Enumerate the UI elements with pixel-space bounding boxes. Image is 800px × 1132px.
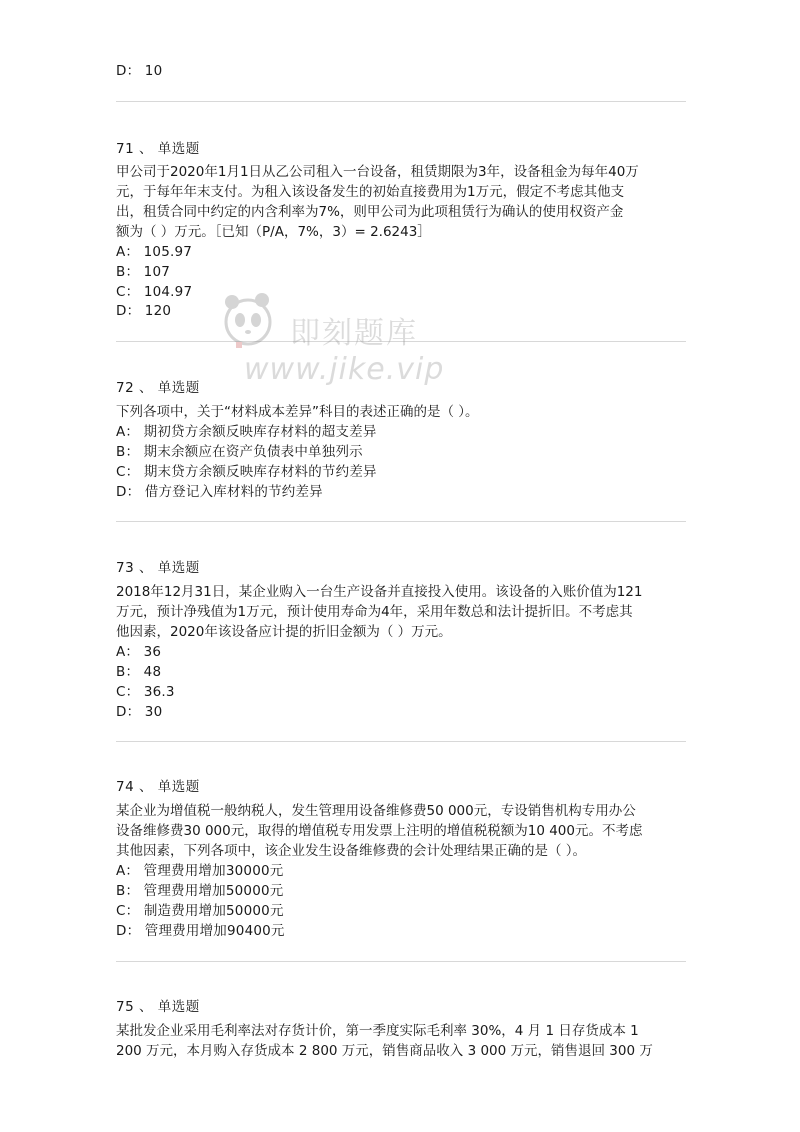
q72-option-c: C： 期末贷方余额反映库存材料的节约差异	[116, 464, 377, 480]
panda-logo-icon	[218, 288, 288, 358]
q71-stem-line: 元，于每年年末支付。为租入该设备发生的初始直接费用为1万元，假定不考虑其他支	[116, 184, 625, 200]
q73-option-d: D： 30	[116, 704, 163, 720]
q74-header: 74 、 单选题	[116, 779, 200, 795]
q71-option-a: A： 105.97	[116, 244, 193, 260]
q73-stem-line: 2018年12月31日，某企业购入一台生产设备并直接投入使用。该设备的入账价值为121	[116, 584, 643, 600]
q74-stem-line: 其他因素，下列各项中，该企业发生设备维修费的会计处理结果正确的是（ ）。	[116, 843, 587, 859]
q71-stem-line: 额为（ ）万元。［已知（P/A，7%，3）= 2.6243］	[116, 224, 431, 240]
separator	[116, 341, 686, 342]
q73-option-c: C： 36.3	[116, 684, 175, 700]
separator	[116, 961, 686, 962]
separator	[116, 101, 686, 102]
q74-option-d: D： 管理费用增加90400元	[116, 923, 285, 939]
q74-option-b: B： 管理费用增加50000元	[116, 883, 284, 899]
q72-header: 72 、 单选题	[116, 380, 200, 396]
q74-stem-line: 设备维修费30 000元，取得的增值税专用发票上注明的增值税税额为10 400元。不考虑	[116, 823, 643, 839]
q70-option-d: D： 10	[116, 63, 163, 79]
q72-option-b: B： 期末余额应在资产负债表中单独列示	[116, 444, 363, 460]
q71-option-d: D： 120	[116, 303, 172, 319]
q71-stem-line: 甲公司于2020年1月1日从乙公司租入一台设备，租赁期限为3年，设备租金为每年40万	[116, 164, 639, 180]
q73-stem-line: 万元，预计净残值为1万元，预计使用寿命为4年，采用年数总和法计提折旧。不考虑其	[116, 604, 633, 620]
q74-option-a: A： 管理费用增加30000元	[116, 863, 284, 879]
q71-stem-line: 出，租赁合同中约定的内含利率为7%，则甲公司为此项租赁行为确认的使用权资产金	[116, 204, 624, 220]
separator	[116, 521, 686, 522]
q72-stem-line: 下列各项中，关于“材料成本差异”科目的表述正确的是（ ）。	[116, 404, 479, 420]
q73-stem-line: 他因素，2020年该设备应计提的折旧金额为（ ）万元。	[116, 624, 452, 640]
watermark-brand: 即刻题库	[290, 316, 418, 351]
q71-header: 71 、 单选题	[116, 141, 200, 157]
q74-option-c: C： 制造费用增加50000元	[116, 903, 284, 919]
q71-option-b: B： 107	[116, 264, 171, 280]
watermark	[218, 288, 448, 398]
q75-stem-line: 某批发企业采用毛利率法对存货计价，第一季度实际毛利率 30%，4 月 1 日存货成本 1	[116, 1023, 639, 1039]
q73-header: 73 、 单选题	[116, 560, 200, 576]
q74-stem-line: 某企业为增值税一般纳税人，发生管理用设备维修费50 000元，专设销售机构专用办公	[116, 803, 636, 819]
q75-stem-line: 200 万元，本月购入存货成本 2 800 万元，销售商品收入 3 000 万元，销售退回 300 万	[116, 1043, 653, 1059]
watermark-url: www.jike.vip	[244, 352, 445, 387]
q75-header: 75 、 单选题	[116, 999, 200, 1015]
q73-option-a: A： 36	[116, 644, 162, 660]
separator	[116, 741, 686, 742]
q71-option-c: C： 104.97	[116, 284, 193, 300]
q72-option-a: A： 期初贷方余额反映库存材料的超支差异	[116, 424, 377, 440]
q72-option-d: D： 借方登记入库材料的节约差异	[116, 484, 323, 500]
q73-option-b: B： 48	[116, 664, 162, 680]
